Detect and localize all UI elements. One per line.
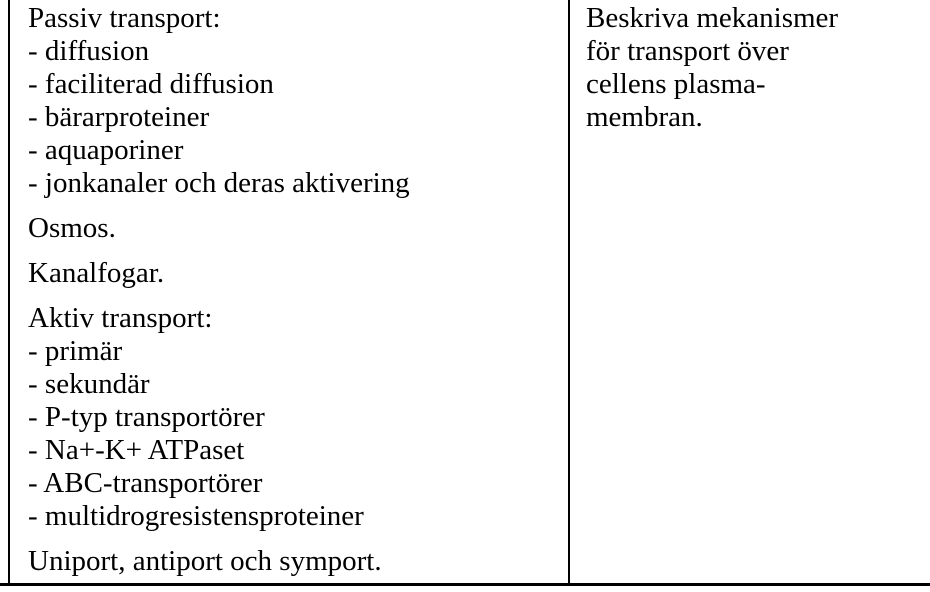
text-line: - aquaporiner [28, 134, 184, 166]
text-line: - primär [28, 335, 123, 367]
text-line: Aktiv transport: [28, 302, 213, 334]
text-line: - jonkanaler och deras aktivering [28, 167, 410, 199]
text-line: - sekundär [28, 368, 150, 400]
text-line: - P-typ transportörer [28, 401, 265, 433]
text-line: Osmos. [28, 212, 116, 244]
text-line: Passiv transport: [28, 2, 221, 34]
text-line: - multidrogresistensproteiner [28, 500, 364, 532]
text-line: - ABC-transportörer [28, 467, 263, 499]
text-line: membran. [586, 101, 703, 133]
table-cell-content-topics [8, 0, 570, 583]
text-line: - bärarproteiner [28, 101, 210, 133]
table-cell-learning-objective [570, 0, 930, 583]
paragraph-passiv-transport [28, 2, 562, 200]
paragraph-osmos [28, 212, 562, 245]
paragraph-uniport [28, 545, 562, 578]
paragraph-aktiv-transport [28, 302, 562, 533]
paragraph-learning-objective [586, 2, 924, 134]
text-line: - diffusion [28, 35, 150, 67]
text-line: för transport över [586, 35, 789, 67]
text-line: Uniport, antiport och symport. [28, 545, 382, 577]
paragraph-kanalfogar [28, 257, 562, 290]
text-line: Kanalfogar. [28, 257, 165, 289]
text-line: - Na+-K+ ATPaset [28, 434, 245, 466]
text-line: - faciliterad diffusion [28, 68, 274, 100]
text-line: cellens plasma- [586, 68, 766, 100]
text-line: Beskriva mekanismer [586, 2, 839, 34]
